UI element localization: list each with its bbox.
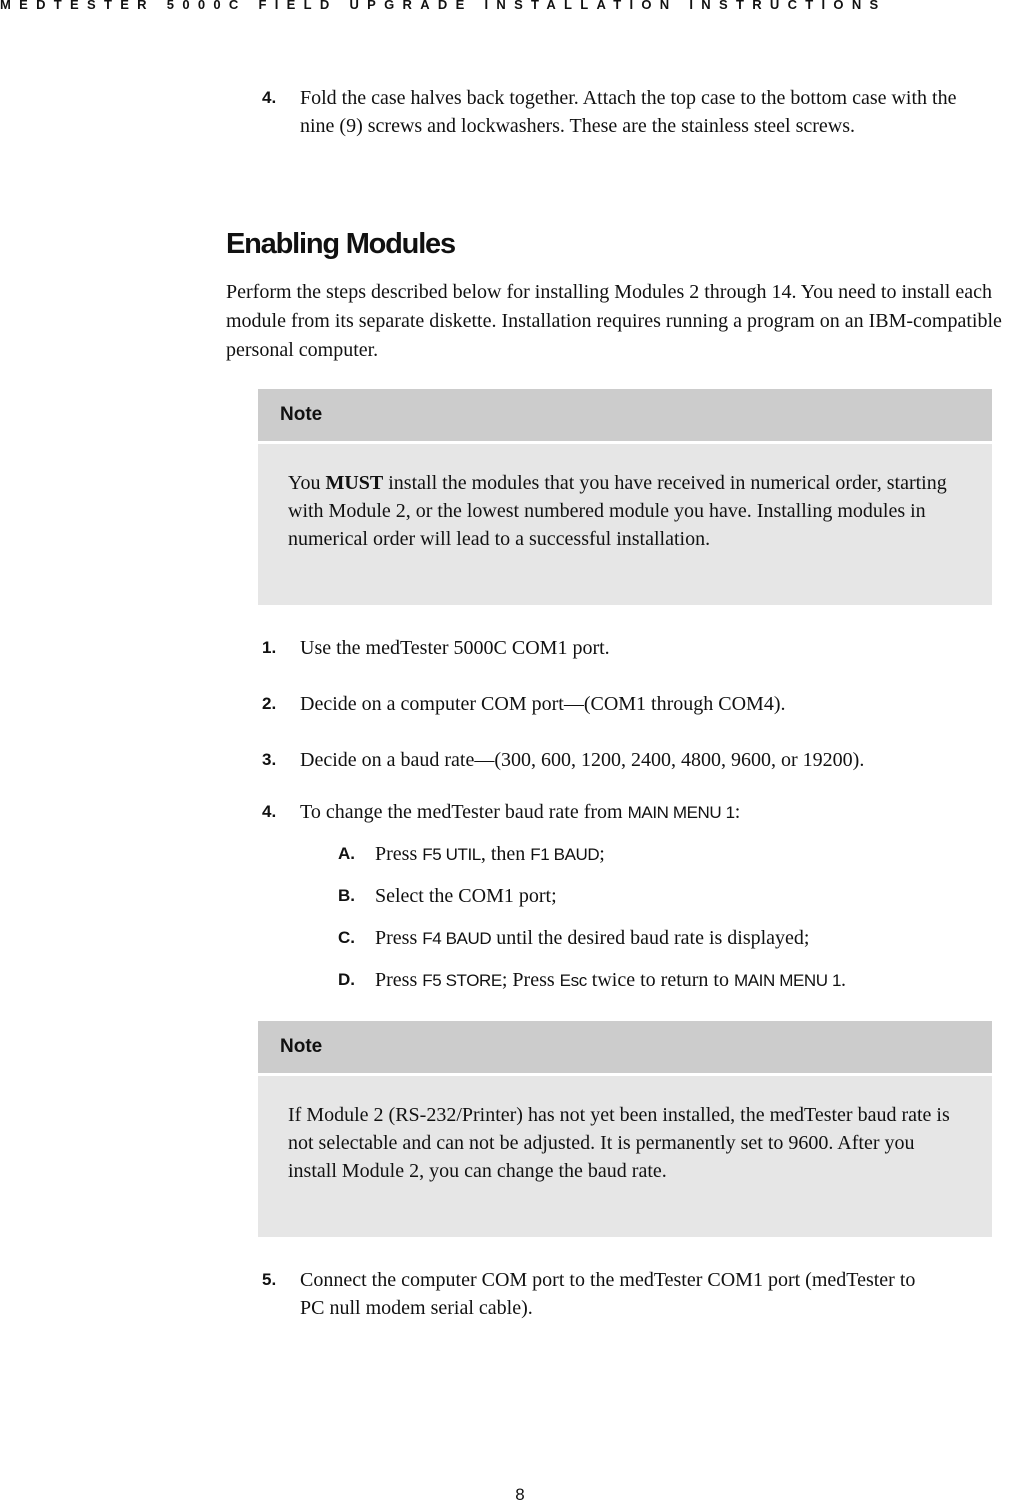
step-number: 4.: [262, 88, 277, 107]
step-text: [300, 798, 990, 827]
key-esc: Esc: [559, 971, 587, 990]
key-main-menu-1: MAIN MENU 1: [627, 803, 735, 822]
text-part: Press: [375, 927, 423, 949]
step-text: Decide on a baud rate—(300, 600, 1200, 2400, 4800, 9600, or 19200).: [300, 749, 865, 771]
note-text-pre: You: [288, 472, 326, 494]
substep-letter: B.: [338, 886, 355, 905]
section-heading: Enabling Modules: [226, 228, 455, 260]
step-text: Use the medTester 5000C COM1 port.: [300, 637, 610, 659]
text-part: ;: [599, 843, 605, 865]
substep-text: [375, 924, 995, 953]
note-box-module-order: [258, 389, 992, 605]
section-intro: Perform the steps described below for installing Modules 2 through 14. You need to install each module from its separate diskette. Installation requires running a program on an IBM-compatible personal computer.: [226, 281, 1002, 361]
key-f5-util: F5 UTIL: [422, 845, 481, 864]
page-number: 8: [515, 1485, 525, 1504]
text-part: Press: [375, 843, 423, 865]
step-number: 4.: [262, 802, 277, 821]
note-text-post: install the modules that you have received in numerical order, starting with Module 2, or the lowest numbered module you have. Installing modules in numerical order will lead to a successful installation.: [288, 472, 947, 550]
key-f1-baud: F1 BAUD: [530, 845, 600, 864]
substep-text: Select the COM1 port;: [375, 885, 557, 907]
step-text: Connect the computer COM port to the medTester COM1 port (medTester to PC null modem serial cable).: [300, 1269, 916, 1319]
step-text-post: :: [734, 801, 741, 823]
step-number: 2.: [262, 694, 277, 713]
note-emphasis: MUST: [325, 472, 384, 494]
substep-text: [375, 840, 995, 869]
text-part: , then: [480, 843, 531, 865]
note-body: [258, 444, 992, 553]
text-part: twice to return to: [586, 969, 734, 991]
running-header: MEDTESTER 5000C FIELD UPGRADE INSTALLATION INSTRUCTIONS: [0, 0, 887, 12]
step-number: 1.: [262, 638, 277, 657]
step-text: Decide on a computer COM port—(COM1 through COM4).: [300, 693, 786, 715]
note-box-baud-rate: [258, 1021, 992, 1237]
key-f5-store: F5 STORE: [422, 971, 502, 990]
text-part: ; Press: [501, 969, 560, 991]
note-body: If Module 2 (RS-232/Printer) has not yet been installed, the medTester baud rate is not selectable and can not be adjusted. It is permanently set to 9600. After you install Module 2, you can change the baud rate.: [288, 1104, 950, 1182]
substep-letter: C.: [338, 928, 355, 947]
text-part: until the desired baud rate is displayed;: [491, 927, 810, 949]
step-number: 5.: [262, 1270, 277, 1289]
key-main-menu-1: MAIN MENU 1: [733, 971, 842, 990]
substep-text: [375, 966, 995, 995]
step-text-pre: To change the medTester baud rate from: [300, 801, 628, 823]
step-number: 3.: [262, 750, 277, 769]
key-f4-baud: F4 BAUD: [422, 929, 492, 948]
text-part: Press: [375, 969, 423, 991]
substep-letter: D.: [338, 970, 355, 989]
step-text: Fold the case halves back together. Attach the top case to the bottom case with the nine (9) screws and lockwashers. These are the stainless steel screws.: [300, 87, 957, 137]
note-label: Note: [258, 1021, 992, 1076]
text-part: .: [841, 969, 847, 991]
note-label: Note: [258, 389, 992, 444]
substep-letter: A.: [338, 844, 355, 863]
